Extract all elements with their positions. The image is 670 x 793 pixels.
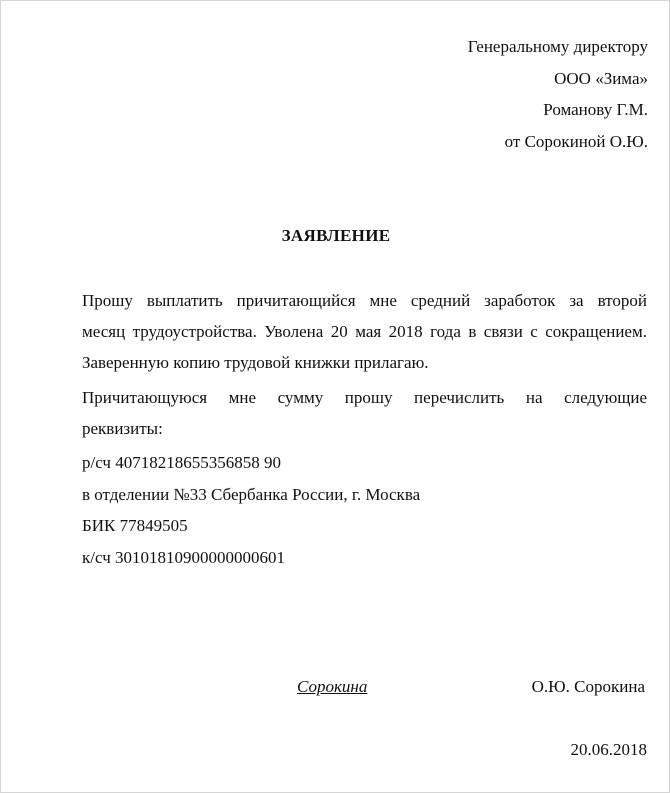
paragraph-request-line-2: месяц трудоустройства. Уволена 20 мая 2018 года в связи с сокращением. bbox=[82, 322, 647, 341]
document-title: ЗАЯВЛЕНИЕ bbox=[281, 226, 391, 245]
paragraph-payment-line-2: реквизиты: bbox=[82, 419, 163, 438]
paragraph-request-line-1: Прошу выплатить причитающийся мне средний заработок за второй bbox=[82, 291, 647, 310]
requisite-corr-account: к/сч 30101810900000000601 bbox=[82, 548, 285, 568]
paragraph-request-line-3: Заверенную копию трудовой книжки прилагаю. bbox=[82, 353, 429, 372]
requisite-branch: в отделении №33 Сбербанка России, г. Москва bbox=[82, 484, 421, 504]
signature-name: О.Ю. Сорокина bbox=[531, 677, 645, 696]
requisite-account: р/сч 40718218655356858 90 bbox=[82, 453, 281, 472]
paragraph-request bbox=[82, 285, 647, 378]
addressee-company: ООО «Зима» bbox=[554, 68, 648, 88]
paragraph-payment bbox=[82, 382, 647, 444]
requisite-bik: БИК 77849505 bbox=[82, 516, 188, 536]
requisites-block bbox=[82, 447, 420, 574]
paragraph-payment-line-1: Причитающуюся мне сумму прошу перечислить на следующие bbox=[82, 388, 647, 407]
addressee-block bbox=[468, 31, 648, 157]
addressee-position: Генеральному директору bbox=[467, 37, 648, 56]
document-date: 20.06.2018 bbox=[570, 740, 647, 759]
handwritten-signature: Сорокина bbox=[297, 677, 368, 696]
sender-name: от Сорокиной О.Ю. bbox=[504, 131, 648, 151]
addressee-name: Романову Г.М. bbox=[543, 100, 648, 119]
